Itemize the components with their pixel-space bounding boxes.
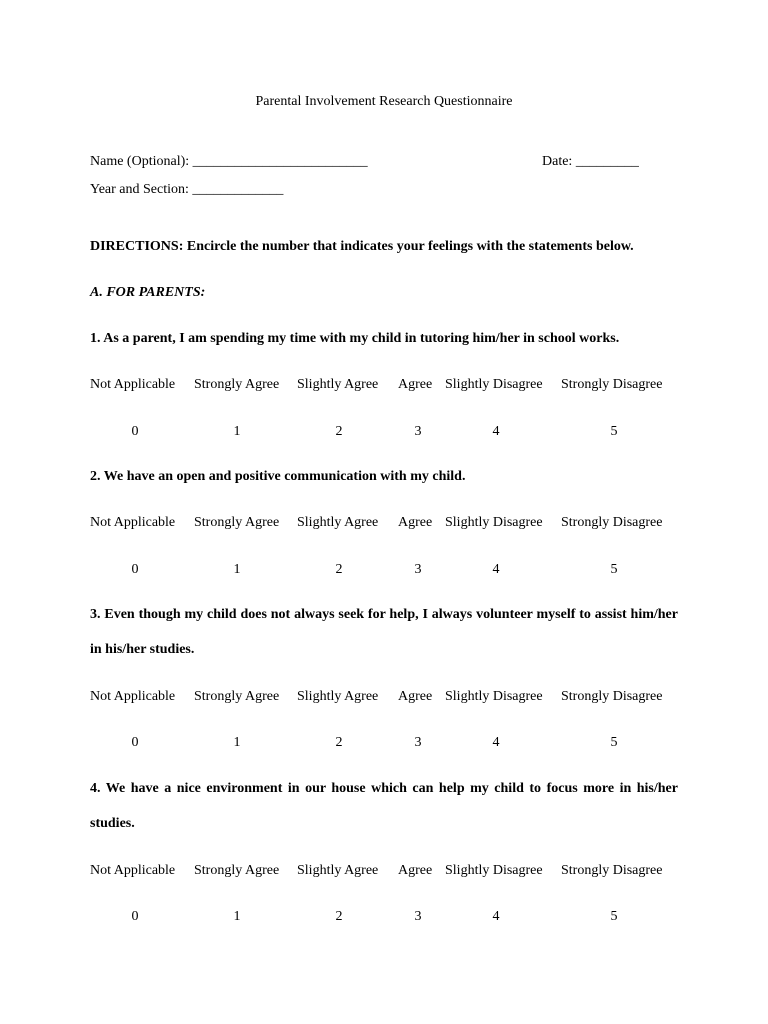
scale-label-agree: Agree: [398, 515, 433, 530]
scale-number-2[interactable]: 2: [335, 909, 343, 924]
scale-number-3[interactable]: 3: [414, 909, 422, 924]
scale-label-not-applicable: Not Applicable: [90, 689, 176, 704]
scale-number-4[interactable]: 4: [492, 424, 500, 439]
name-label: Name (Optional):: [90, 154, 190, 169]
name-field: [90, 155, 368, 169]
scale-number-3[interactable]: 3: [414, 562, 422, 577]
scale-label-not-applicable: Not Applicable: [90, 515, 176, 530]
scale-number-1[interactable]: 1: [233, 909, 241, 924]
scale-label-strongly-disagree: Strongly Disagree: [561, 689, 663, 704]
question-3-text: 3. Even though my child does not always seek for help, I always volunteer myself to assist him/her in his/her studies.: [90, 607, 678, 657]
year-section-field: [90, 183, 283, 197]
scale-label-agree: Agree: [398, 377, 433, 392]
scale-label-slightly-disagree: Slightly Disagree: [445, 863, 543, 878]
scale-number-1[interactable]: 1: [233, 735, 241, 750]
scale-number-5[interactable]: 5: [610, 562, 618, 577]
scale-label-slightly-disagree: Slightly Disagree: [445, 377, 543, 392]
year-section-line: _____________: [192, 182, 284, 197]
scale-number-0[interactable]: 0: [131, 562, 139, 577]
scale-label-strongly-agree: Strongly Agree: [194, 515, 280, 530]
directions-label: DIRECTIONS:: [90, 239, 184, 254]
scale-label-agree: Agree: [398, 689, 433, 704]
scale-number-5[interactable]: 5: [610, 424, 618, 439]
scale-label-not-applicable: Not Applicable: [90, 377, 176, 392]
scale-label-slightly-agree: Slightly Agree: [297, 515, 379, 530]
question-1-text: 1. As a parent, I am spending my time with my child in tutoring him/her in school works.: [90, 331, 620, 346]
directions-text: Encircle the number that indicates your feelings with the statements below.: [186, 239, 634, 254]
scale-label-not-applicable: Not Applicable: [90, 863, 176, 878]
page-title: Parental Involvement Research Questionnaire: [255, 94, 513, 109]
scale-number-2[interactable]: 2: [335, 424, 343, 439]
directions: [90, 240, 634, 254]
name-line: _________________________: [192, 154, 368, 169]
scale-label-slightly-agree: Slightly Agree: [297, 377, 379, 392]
scale-number-0[interactable]: 0: [131, 735, 139, 750]
scale-number-2[interactable]: 2: [335, 562, 343, 577]
scale-number-3[interactable]: 3: [414, 735, 422, 750]
scale-label-strongly-agree: Strongly Agree: [194, 377, 280, 392]
scale-number-1[interactable]: 1: [233, 424, 241, 439]
scale-label-slightly-disagree: Slightly Disagree: [445, 689, 543, 704]
scale-number-5[interactable]: 5: [610, 909, 618, 924]
scale-number-0[interactable]: 0: [131, 909, 139, 924]
scale-number-3[interactable]: 3: [414, 424, 422, 439]
year-section-label: Year and Section:: [90, 182, 189, 197]
scale-number-4[interactable]: 4: [492, 562, 500, 577]
scale-label-slightly-agree: Slightly Agree: [297, 863, 379, 878]
question-4-text: 4. We have a nice environment in our house which can help my child to focus more in his/her studies.: [90, 781, 678, 831]
question-2-text: 2. We have an open and positive communication with my child.: [90, 469, 466, 484]
scale-number-0[interactable]: 0: [131, 424, 139, 439]
scale-label-strongly-disagree: Strongly Disagree: [561, 377, 663, 392]
date-line: _________: [575, 154, 639, 169]
scale-label-agree: Agree: [398, 863, 433, 878]
scale-label-strongly-agree: Strongly Agree: [194, 689, 280, 704]
date-field: [542, 155, 639, 169]
scale-number-2[interactable]: 2: [335, 735, 343, 750]
scale-label-slightly-agree: Slightly Agree: [297, 689, 379, 704]
scale-label-slightly-disagree: Slightly Disagree: [445, 515, 543, 530]
date-label: Date:: [542, 154, 573, 169]
scale-number-4[interactable]: 4: [492, 909, 500, 924]
scale-number-1[interactable]: 1: [233, 562, 241, 577]
scale-label-strongly-disagree: Strongly Disagree: [561, 863, 663, 878]
scale-label-strongly-agree: Strongly Agree: [194, 863, 280, 878]
scale-number-4[interactable]: 4: [492, 735, 500, 750]
scale-label-strongly-disagree: Strongly Disagree: [561, 515, 663, 530]
section-heading: A. FOR PARENTS:: [90, 285, 206, 300]
scale-number-5[interactable]: 5: [610, 735, 618, 750]
